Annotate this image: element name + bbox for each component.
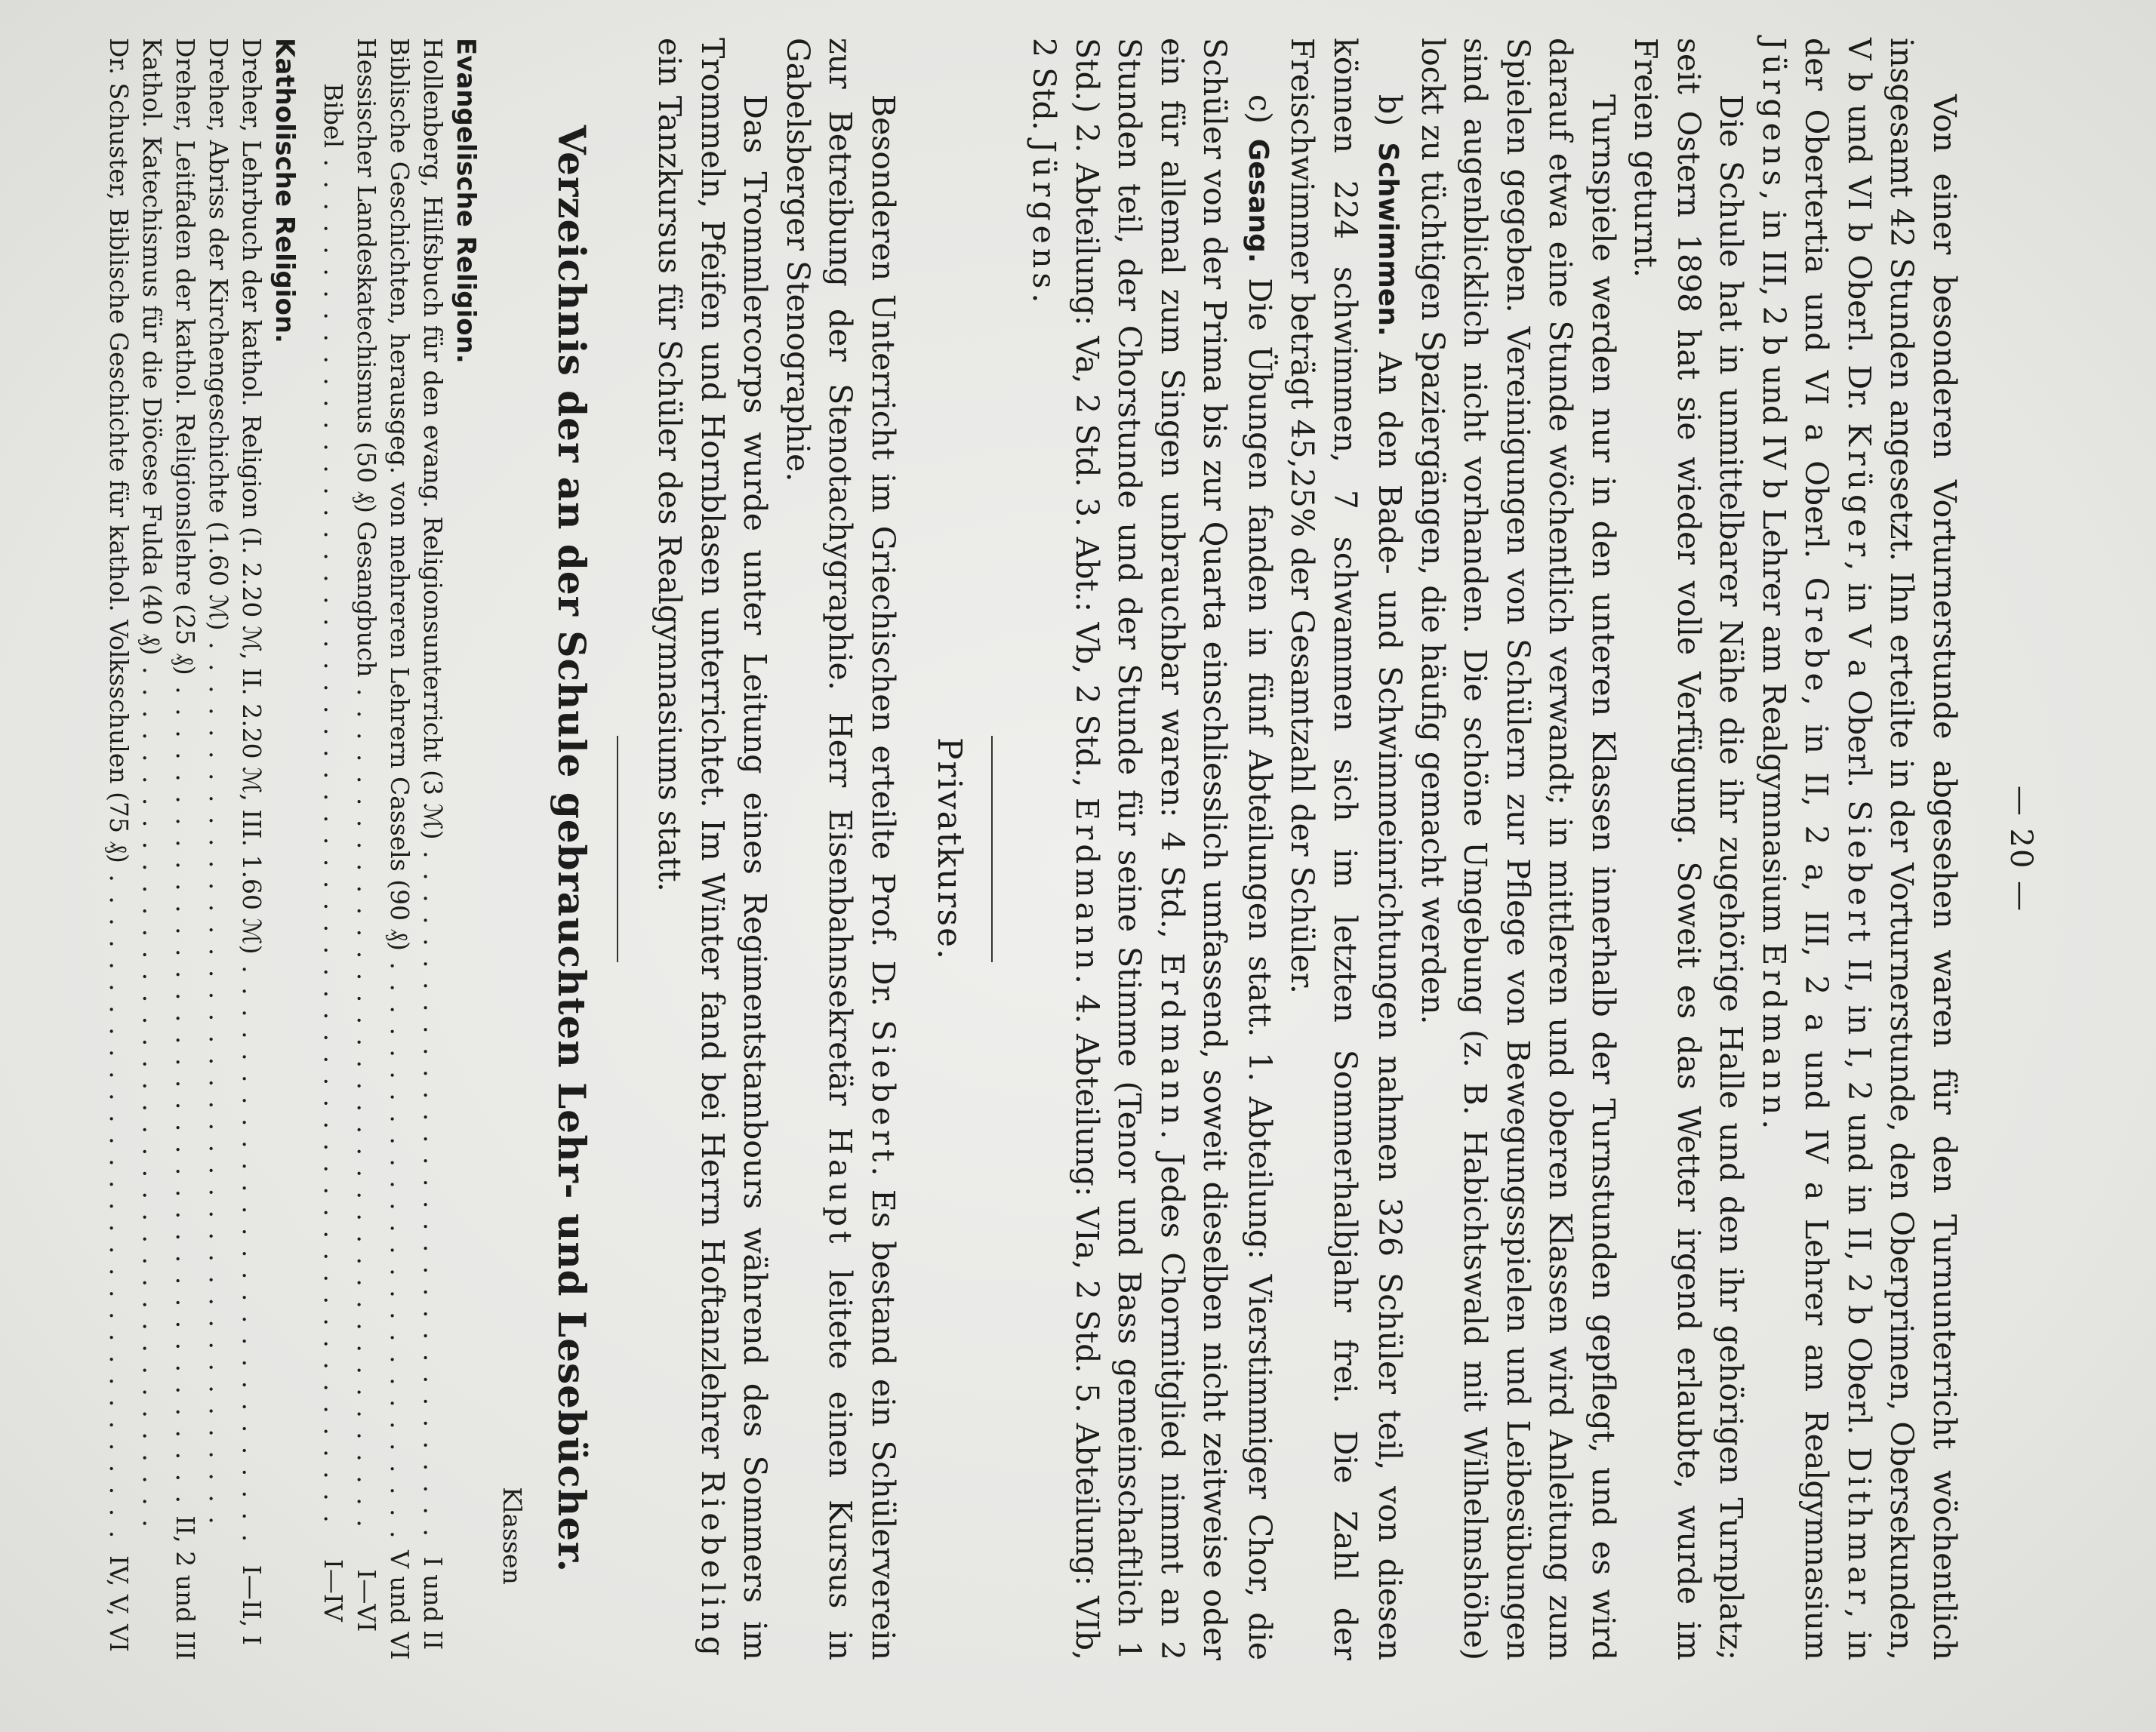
paragraph-schwimmen — [1281, 38, 1412, 1660]
book-classes: I—IV — [319, 1558, 348, 1622]
name-erdmann: Erdmann — [1154, 952, 1190, 1130]
book-title: Hollenberg, Hilfsbuch für den evang. Religionsunterricht (3 ℳ) . . . — [416, 38, 449, 1546]
name-juergens: Jürgens — [1026, 140, 1063, 294]
book-row — [416, 38, 449, 1660]
book-row — [383, 38, 416, 1660]
name-dithmar: Dithmar — [1841, 1447, 1877, 1609]
classes-column-header — [497, 38, 527, 1660]
book-title: Biblische Geschichten, herausgeg. von mehreren Lehrern Cassels (90 ₰) . . . — [383, 38, 416, 1550]
name-siebert: Siebert — [1841, 800, 1877, 947]
name-siebert: Siebert — [865, 1020, 901, 1167]
book-classes: I—VI — [352, 1569, 381, 1632]
book-row — [316, 38, 350, 1660]
name-grebe: Grebe — [1798, 577, 1835, 696]
book-row — [350, 38, 383, 1660]
book-title: Dreher, Leitfaden der kathol. Religionslehre (25 ₰) . . . — [168, 38, 202, 1515]
paragraph-turnunterricht — [1753, 38, 1967, 1660]
page-number: — 20 — — [2004, 785, 2038, 913]
text-run: b) — [1372, 94, 1409, 143]
text-run: An den Bade- und Schwimmeinrichtungen nahmen 326 Schüler teil, von diesen können 224 schwimmen, 7 schwammen sich im letzten Sommerhalbjahr frei. Die Zahl der Freischwimmer beträgt 45,25% der Gesamtzahl der Schüler. — [1284, 38, 1409, 1661]
book-title: Bibel . . . — [316, 38, 350, 1521]
paragraph-turnhalle: Die Schule hat in unmittelbarer Nähe die ihr zugehörige Halle und den ihr gehörigen Turnplatz; seit Ostern 1898 hat sie wieder volle Verfügung. Soweit es das Wetter irgend erlaubte, wurde im Freien geturnt. — [1628, 38, 1750, 1660]
book-classes: I und II — [418, 1556, 448, 1650]
name-krueger: Krüger — [1841, 423, 1877, 561]
book-title: Hessischer Landeskatechismus (50 ₰) Gesangbuch . . . — [350, 38, 383, 1541]
book-row — [202, 38, 235, 1660]
book-classes: I—II, I — [237, 1564, 266, 1645]
text-run: , in V a Oberl. — [1841, 561, 1877, 801]
classes-label: Klassen — [497, 1487, 527, 1585]
text-run: . — [1756, 1119, 1792, 1130]
name-erdmann: Erdmann — [1756, 943, 1792, 1120]
text-run: . 4. Abteilung: VIa, 2 Std. 5. Abteilung: VIb, 2 Std. — [1026, 38, 1105, 1661]
text-run: . — [1026, 293, 1063, 303]
subheading-gesang: Gesang. — [1243, 138, 1274, 263]
name-juergens: Jürgens — [1756, 38, 1792, 191]
section-heading-katholische-religion: Katholische Religion. — [270, 38, 300, 343]
text-run: II, in I, 2 und in II, 2 b Oberl. — [1841, 946, 1877, 1447]
page-body — [102, 38, 2038, 1660]
book-classes: V und VI — [385, 1550, 414, 1660]
text-run: . Jedes Chormitglied nimmt an 2 Stunden teil, der Chorstunde und der Stunde für seine Stimme (Tenor und Bass gemeinschaftlich 1 Std.) 2. Abteilung: Va, 2 Std. 3. Abt.: Vb, 2 Std., — [1069, 38, 1190, 1660]
book-title: Kathol. Katechismus für die Diöcese Fulda (40 ₰) . . . — [135, 38, 168, 1540]
divider-rule — [991, 736, 993, 962]
section-heading-evangelische-religion: Evangelische Religion. — [451, 38, 481, 364]
name-riebeling: Riebeling — [695, 1470, 731, 1660]
book-classes: II, 2 und III — [171, 1515, 200, 1660]
text-run: Besonderen Unterricht im Griechischen erteilte Prof. Dr. — [865, 94, 901, 1020]
book-list-title: Verzeichnis der an der Schule gebrauchten Lehr- und Lesebücher. — [550, 125, 594, 1574]
text-run: . Es bestand ein Schülerverein zur Betreibung der Stenotachygraphie. Herr Eisenbahnsekretär — [822, 38, 901, 1660]
book-row — [135, 38, 168, 1660]
text-run: leitete einen Kursus in Gabelsberger Stenographie. — [780, 38, 859, 1660]
book-row — [168, 38, 202, 1660]
name-haupt: Haupt — [822, 1127, 859, 1248]
subheading-schwimmen: Schwimmen. — [1372, 142, 1404, 337]
text-run: Von einer besonderen Vorturnerstunde abgesehen waren für den Turnunterricht wöchentlich insgesamt 42 Stunden angesetzt. Ihn erteilte in der Vorturnerstunde, den Oberprimen, Obersekunden, V b und VI b Oberl. Dr. — [1841, 38, 1963, 1660]
text-run: , in III, 2 b und IV b Lehrer am Realgymnasium — [1756, 190, 1792, 943]
text-run: Das Trommlercorps wurde unter Leitung eines Regimentstambours während des Sommers im Trommeln, Pfeifen und Hornblasen unterrichtet. Im Winter fand bei Herrn Hoftanzlehrer — [695, 38, 774, 1660]
book-title: Dr. Schuster, Biblische Geschichte für kathol. Volksschulen (75 ₰) . . . — [102, 38, 135, 1547]
text-run: , in der Obertertia und VI a Oberl. — [1798, 38, 1877, 1660]
book-classes: IV, V, VI — [104, 1555, 134, 1652]
paragraph-privatkurse — [777, 38, 905, 1660]
section-heading-privatkurse: Privatkurse. — [930, 737, 969, 961]
text-run: Die Übungen fanden in fünf Abteilungen statt. 1. Abteilung: Vierstimmiger Chor, die Schüler von der Prima bis zur Quarta einschliesslich umfassend, soweit dieselben nicht zeitweise oder ein für allemal zum Singen unbrauchbar waren: 4 Std., — [1154, 38, 1278, 1660]
text-run: ein Tanzkursus für Schüler des Realgymnasiums statt. — [651, 38, 688, 892]
book-row — [235, 38, 268, 1660]
text-run: c) — [1242, 94, 1278, 139]
book-title: Dreher, Abriss der Kirchengeschichte (1.60 ℳ) . . . — [202, 38, 235, 1539]
paragraph-gesang — [1023, 38, 1281, 1660]
book-section-katholisch — [102, 38, 300, 1660]
name-erdmann: Erdmann — [1069, 797, 1105, 974]
rotated-page — [104, 38, 2038, 1661]
text-run: , in II, 2 a, III, 2 a und IV a Lehrer am Realgymnasium — [1798, 695, 1835, 1660]
book-row — [102, 38, 135, 1660]
paragraph-trommlercorps — [648, 38, 777, 1660]
book-section-evangelisch — [316, 38, 481, 1660]
book-title: Dreher, Lehrbuch der kathol. Religion (I. 2.20 ℳ, II. 2.20 ℳ, III. 1.60 ℳ) . . . — [235, 38, 268, 1550]
paragraph-turnspiele: Turnspiele werden nur in den unteren Klassen innerhalb der Turnstunden gepflegt, und es wird darauf etwa eine Stunde wöchentlich verwandt; in mittleren und oberen Klassen wird Anleitung zum Spielen gegeben. Vereinigungen von Schülern zur Pflege von Bewegungsspielen und Leibesübungen sind augenblicklich nicht vorhanden. Die schöne Umgebung (z. B. Habichtswald mit Wilhelmshöhe) lockt zu tüchtigen Spaziergängen, die häufig gemacht werden. — [1415, 38, 1622, 1660]
divider-rule — [617, 736, 618, 962]
